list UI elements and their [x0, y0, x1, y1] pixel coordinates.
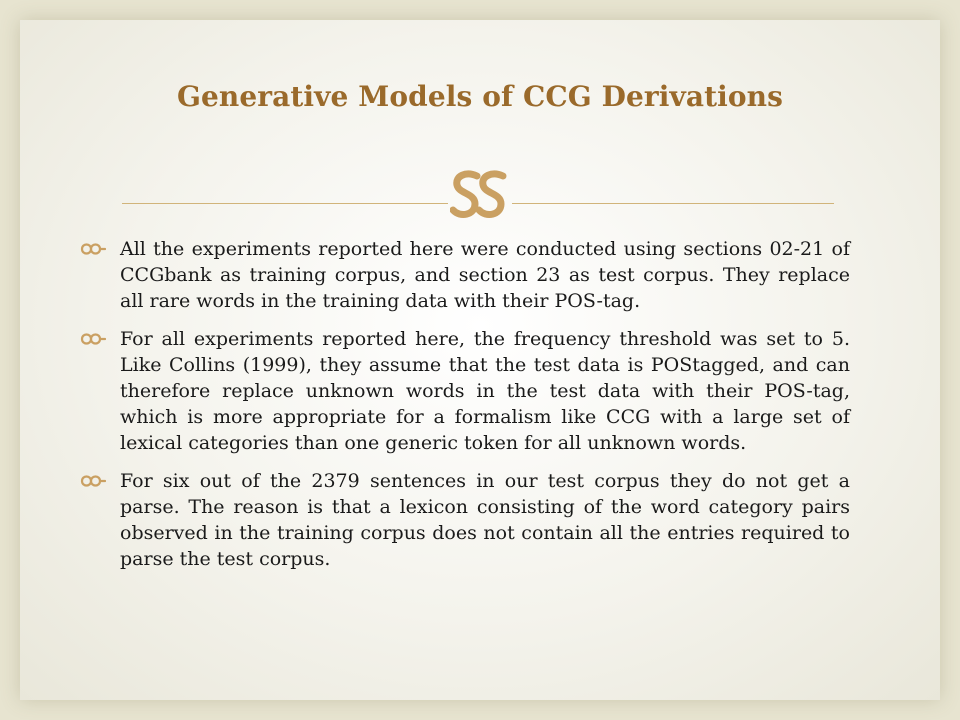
double-loop-bullet-icon — [80, 473, 106, 489]
slide-title: Generative Models of CCG Derivations — [177, 80, 783, 113]
bullet-list — [80, 236, 850, 584]
bullet-text: For all experiments reported here, the frequency threshold was set to 5. Like Collins (1999), they assume that the test data is POStagged, and can therefore replace unknown words in the test data with their POS-tag, which is more appropriate for a formalism like CCG with a large set of lexical categories than one generic token for all unknown words. — [120, 328, 850, 454]
double-loop-bullet-icon — [80, 241, 106, 257]
divider-line-left — [122, 203, 448, 204]
double-s-ornament-icon — [450, 168, 510, 222]
bullet-item — [80, 468, 850, 572]
bullet-item — [80, 236, 850, 314]
bullet-text: For six out of the 2379 sentences in our test corpus they do not get a parse. The reason is that a lexicon consisting of the word category pairs observed in the training corpus does not contain all the entries required to parse the test corpus. — [120, 470, 850, 570]
divider-line-right — [512, 203, 834, 204]
bullet-text: All the experiments reported here were conducted using sections 02-21 of CCGbank as training corpus, and section 23 as test corpus. They replace all rare words in the training data with their POS-tag. — [120, 238, 850, 312]
double-loop-bullet-icon — [80, 331, 106, 347]
bullet-item — [80, 326, 850, 456]
